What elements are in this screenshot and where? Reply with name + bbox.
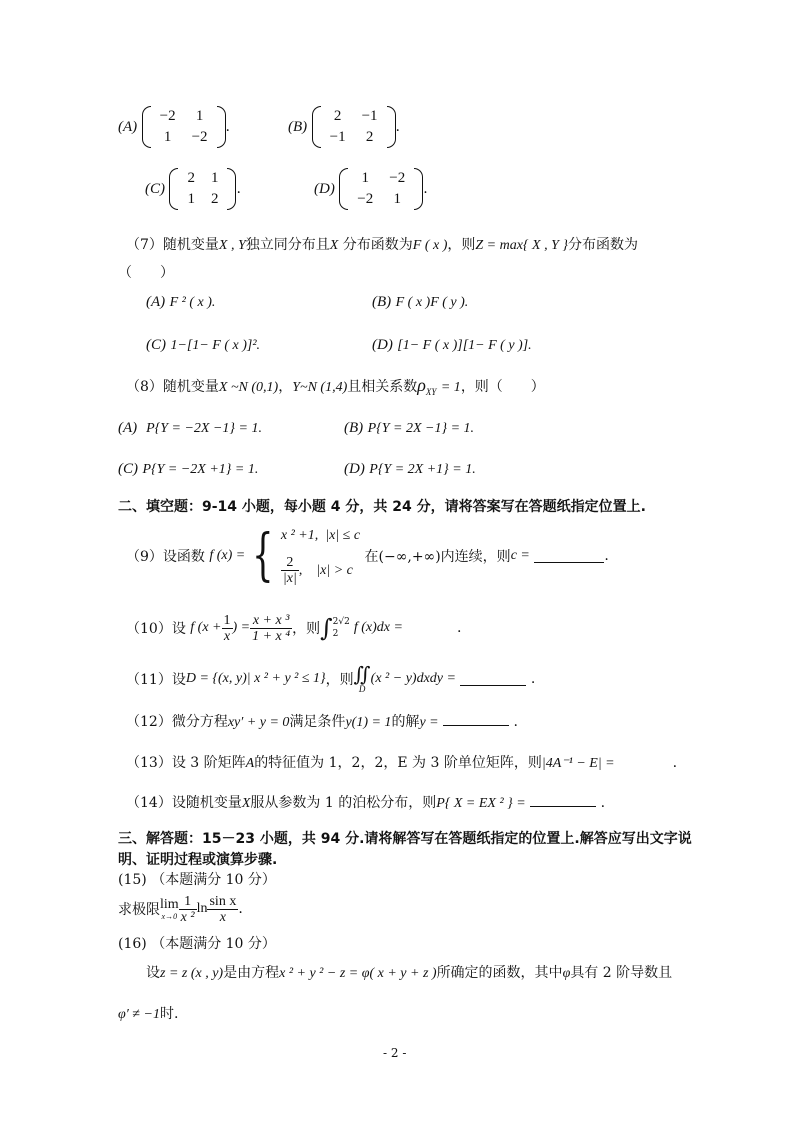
q6-b-matrix: 2 −1 −1 2 <box>312 106 396 148</box>
q6-a-label: (A) <box>118 119 138 135</box>
q6-a-matrix: −2 1 1 −2 <box>142 106 226 148</box>
q16-head: (16) （本题满分 10 分） <box>118 936 276 952</box>
q16-line2: φ′ ≠ −1时. <box>118 1006 179 1022</box>
q8-stem: （8）随机变量X ~N (0,1)，Y~N (1,4)且相关系数$\rho_{XY} = 1$，则（ ） <box>126 375 545 397</box>
q6-option-c: (C) 2 1 1 2 . <box>145 168 241 210</box>
q10-line: （10）设 f (x + $\frac{1}{x}$ ) = $\frac{\text{x + x ³}}{\text{1 + x ⁴}}$ ，则 ∫ 2√2 2 f (x)dx = . <box>126 612 462 644</box>
q9-line: （9）设函数 f (x) = { x ² +1, |x| ≤ c $\frac{2}{|x|}$ , |x| > c 在(−∞,+∞)内连续，则 c = . <box>126 520 609 592</box>
q6-c-matrix: 2 1 1 2 <box>169 168 236 210</box>
q8-option-b: (B) P{Y = 2X −1} = 1. <box>344 420 475 436</box>
q7-stem: （7）随机变量X , Y独立同分布且X 分布函数为F ( x )，则Z = max{ X , Y }分布函数为 <box>126 237 638 253</box>
q8-option-a: (A) P{Y = −2X −1} = 1. <box>118 420 262 436</box>
section3-title-line1: 三、解答题：15－23 小题，共 94 分.请将解答写在答题纸指定的位置上.解答应写出文字说 <box>118 831 692 847</box>
q7-option-a: (A) F ² ( x ). <box>146 294 216 310</box>
q6-option-b: (B) 2 −1 −1 2 . <box>288 106 400 148</box>
q9-answer-blank[interactable] <box>534 550 604 563</box>
q14-answer-blank[interactable] <box>530 794 596 807</box>
page-number: - 2 - <box>383 1046 407 1060</box>
q9-brace: { <box>252 523 274 588</box>
q9-piecewise: x ² +1, |x| ≤ c $\frac{2}{|x|}$ , |x| > c <box>280 528 361 587</box>
q11-line: （11）设 D = {(x, y)| x ² + y ² ≤ 1} ，则 ∬ D (x ² − y)dxdy = . <box>126 662 536 694</box>
q7-option-b: (B) F ( x )F ( y ). <box>372 294 469 310</box>
q7-option-d: (D) [1− F ( x )][1− F ( y )]. <box>372 337 532 353</box>
q16-line1: 设z = z (x , y)是由方程x ² + y ² − z = φ( x + y + z )所确定的函数，其中φ具有 2 阶导数且 <box>146 965 673 981</box>
q8-option-d: (D) P{Y = 2X +1} = 1. <box>344 461 476 477</box>
section2-title: 二、填空题：9-14 小题，每小题 4 分，共 24 分，请将答案写在答题纸指定位置上. <box>118 499 646 515</box>
q13-line: （13）设 3 阶矩阵A的特征值为 1，2，2，E 为 3 阶单位矩阵，则|4A⁻¹ − E| = . <box>126 755 678 771</box>
q6-c-label: (C) <box>145 181 165 197</box>
q11-answer-blank[interactable] <box>460 673 526 686</box>
q7-paren: （ ） <box>118 265 174 281</box>
q6-d-matrix: 1 −2 −2 1 <box>339 168 423 210</box>
q15-body: 求极限 lim x→0 $\frac{1}{\text{x ²}}$ ln $\frac{\text{sin x}}{x}$ . <box>118 893 243 925</box>
q15-head: (15) （本题满分 10 分） <box>118 872 276 888</box>
q8-option-c: (C) P{Y = −2X +1} = 1. <box>118 461 259 477</box>
q12-line: （12）微分方程xy′ + y = 0满足条件y(1) = 1的解y = . <box>126 714 518 730</box>
q6-b-label: (B) <box>288 119 308 135</box>
q6-option-d: (D) 1 −2 −2 1 . <box>314 168 428 210</box>
q14-line: （14）设随机变量X服从参数为 1 的泊松分布，则P{ X = EX ² } = . <box>126 795 606 811</box>
q7-option-c: (C) 1−[1− F ( x )]². <box>146 337 261 353</box>
q12-answer-blank[interactable] <box>443 713 509 726</box>
q6-d-label: (D) <box>314 181 335 197</box>
q6-option-a: (A) −2 1 1 −2 . <box>118 106 230 148</box>
section3-title-line2: 明、证明过程或演算步骤. <box>118 852 278 868</box>
